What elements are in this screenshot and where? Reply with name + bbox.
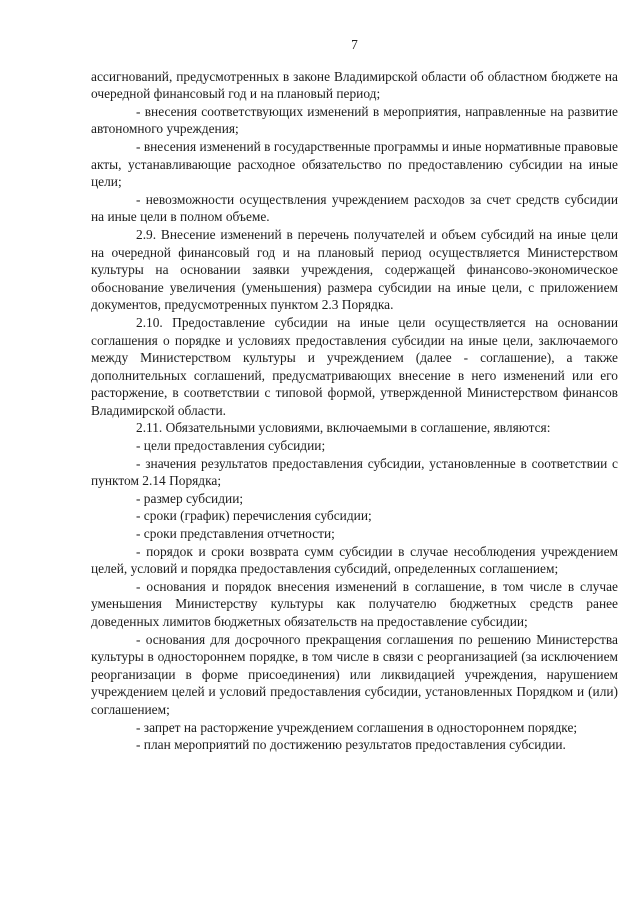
paragraph: - план мероприятий по достижению результатов предоставления субсидии.	[136, 737, 566, 753]
paragraph: 2.9. Внесение изменений в перечень получателей и объем субсидий на иные цели на очередной финансовый год и на плановый период осуществляется Министерством культуры на основании заявки учреждения, содержащей финансово-экономическое обоснование увеличения (уменьшения) размера субсидии на иные цели, с приложением документов, предусмотренных пунктом 2.3 Порядка.	[91, 226, 618, 313]
paragraph: - сроки (график) перечисления субсидии;	[136, 508, 372, 524]
paragraph: - основания для досрочного прекращения соглашения по решению Министерства культуры в одностороннем порядке, в том числе в связи с реорганизацией (за исключением реорганизации в форме присоединения) или ликвидацией учреждения, нарушением учреждением целей и условий предоставления субсидии, установленных Порядком и (или) соглашением;	[91, 631, 618, 717]
page-number: 7	[351, 37, 358, 52]
paragraph: ассигнований, предусмотренных в законе Владимирской области об областном бюджете на очередной финансовый год и на плановый период;	[91, 68, 618, 102]
paragraph: 2.10. Предоставление субсидии на иные цели осуществляется на основании соглашения о порядке и условиях предоставления субсидии на иные цели, заключаемого между Министерством культуры и учреждением (далее - соглашение), а также дополнительных соглашений, предусматривающих внесение в него изменений или его расторжение, в соответствии с типовой формой, утвержденной Министерством финансов Владимирской области.	[91, 314, 618, 418]
document-body	[91, 68, 618, 754]
paragraph: - размер субсидии;	[136, 490, 244, 506]
paragraph: - сроки представления отчетности;	[136, 526, 335, 542]
paragraph: - внесения соответствующих изменений в мероприятия, направленные на развитие автономного учреждения;	[91, 103, 618, 137]
paragraph: - невозможности осуществления учреждением расходов за счет средств субсидии на иные цели в полном объеме.	[91, 191, 618, 225]
paragraph: - основания и порядок внесения изменений в соглашение, в том числе в случае уменьшения Министерству культуры как получателю бюджетных средств ранее доведенных лимитов бюджетных обязательств на предоставление субсидии;	[91, 578, 618, 629]
paragraph: - порядок и сроки возврата сумм субсидии в случае несоблюдения учреждением целей, условий и порядка предоставления субсидий, определенных соглашением;	[91, 543, 618, 577]
paragraph: - запрет на расторжение учреждением соглашения в одностороннем порядке;	[136, 719, 578, 735]
paragraph: - внесения изменений в государственные программы и иные нормативные правовые акты, устанавливающие расходное обязательство по предоставлению субсидии на иные цели;	[91, 138, 618, 190]
paragraph: - значения результатов предоставления субсидии, установленные в соответствии с пунктом 2.14 Порядка;	[91, 455, 618, 489]
paragraph: 2.11. Обязательными условиями, включаемыми в соглашение, являются:	[136, 420, 551, 436]
paragraph: - цели предоставления субсидии;	[136, 438, 326, 454]
